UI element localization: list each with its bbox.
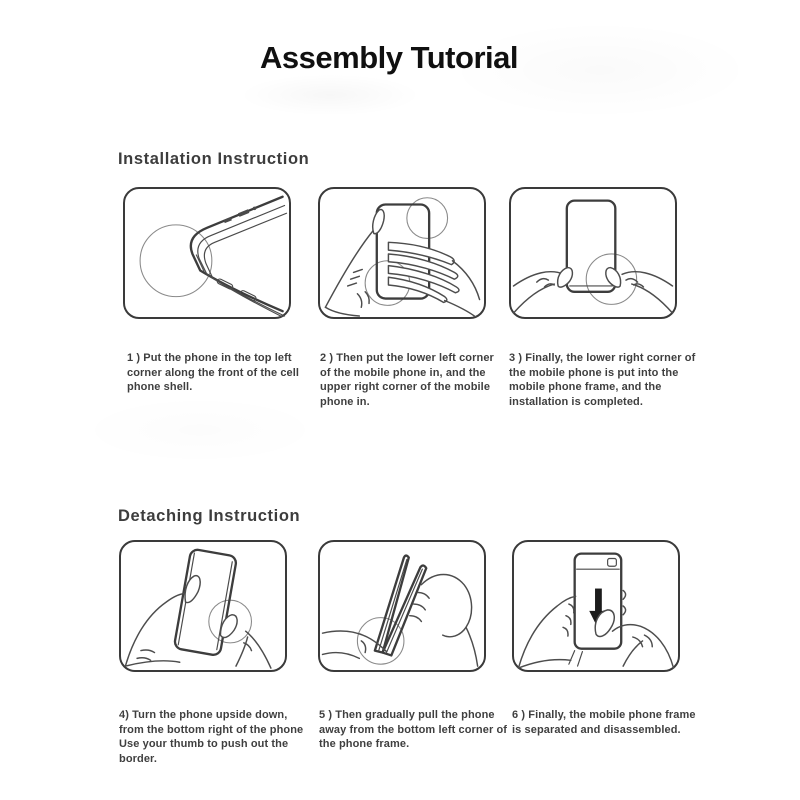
- panel-step-4: [119, 540, 287, 672]
- right-thumb: [220, 615, 237, 638]
- illustration-step-4-thumb-pushing-border: [121, 542, 285, 670]
- camera: [608, 558, 617, 566]
- panel-step-6: [512, 540, 680, 672]
- panel-step-3: [509, 187, 677, 319]
- illustration-step-6-frame-separated: [514, 542, 678, 670]
- illustration-step-1-corner-in-frame: [125, 189, 289, 317]
- left-thumb: [185, 576, 200, 603]
- caption-step-5: 5 ) Then gradually pull the phone away from the bottom left corner of the phone frame.: [319, 709, 508, 751]
- caption-step-1: 1 ) Put the phone in the top left corner along the front of the cell phone shell.: [127, 352, 300, 394]
- caption-step-4: 4) Turn the phone upside down, from the bottom right of the phone Use your thumb to push out the border.: [119, 709, 304, 765]
- thumb: [373, 209, 384, 233]
- right-thumb: [606, 268, 621, 288]
- left-thumb: [558, 268, 573, 288]
- illustration-step-3-thumbs-bottom-corners: [511, 189, 675, 317]
- page-title: Assembly Tutorial: [260, 40, 518, 75]
- illustration-step-2-hand-holding-phone: [320, 189, 484, 317]
- caption-step-3: 3 ) Finally, the lower right corner of the mobile phone is put into the mobile phone frame, and the installation is completed.: [509, 352, 696, 408]
- panel-step-2: [318, 187, 486, 319]
- section-heading-installation: Installation Instruction: [118, 150, 310, 168]
- section-heading-detaching: Detaching Instruction: [118, 507, 301, 525]
- illustration-step-5-pulling-phone-from-frame: [320, 542, 484, 670]
- caption-step-6: 6 ) Finally, the mobile phone frame is separated and disassembled.: [512, 709, 696, 736]
- caption-step-2: 2 ) Then put the lower left corner of the mobile phone in, and the upper right corner of the mobile phone in.: [320, 352, 494, 408]
- panel-step-1: [123, 187, 291, 319]
- highlight-circle: [140, 225, 212, 297]
- panel-step-5: [318, 540, 486, 672]
